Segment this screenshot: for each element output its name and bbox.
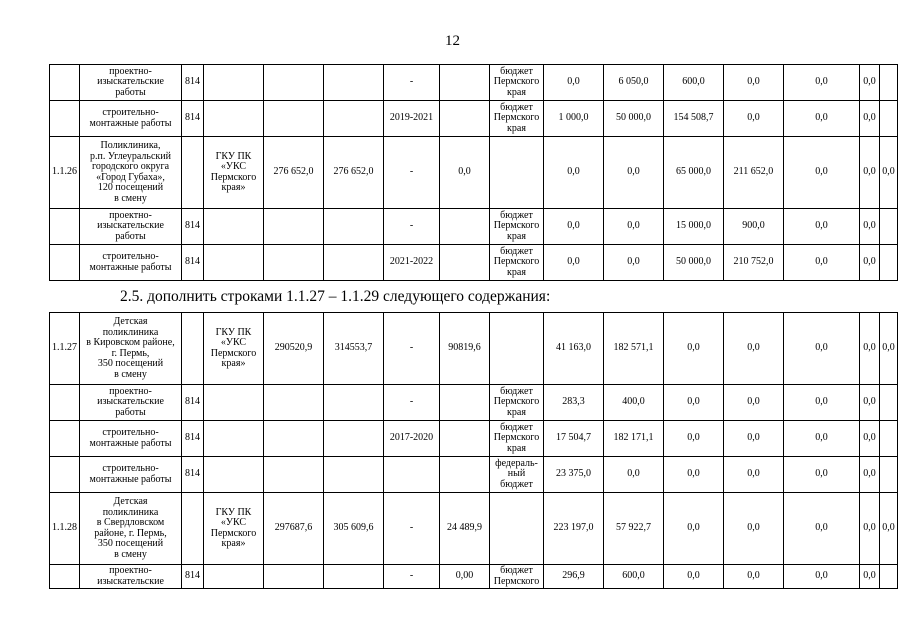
cell-funding-source: бюджет Пермского <box>490 565 544 589</box>
cell-year-1: 0,0 <box>544 245 604 281</box>
cell-customer <box>204 457 264 493</box>
cell-customer: ГКУ ПК «УКС Пермского края» <box>204 493 264 565</box>
table-row <box>50 493 898 565</box>
cell-estimated-cost <box>264 245 324 281</box>
cell-year-5: 0,0 <box>784 385 860 421</box>
cell-code <box>182 493 204 565</box>
cell-estimated-cost <box>264 385 324 421</box>
cell-code: 814 <box>182 65 204 101</box>
cell-year-3: 0,0 <box>664 565 724 589</box>
cell-year-2: 0,0 <box>604 137 664 209</box>
cell-period: - <box>384 209 440 245</box>
cell-extra-2 <box>880 65 898 101</box>
cell-year-1: 1 000,0 <box>544 101 604 137</box>
cell-funding-source: бюджет Пермского края <box>490 209 544 245</box>
cell-object-name: строительно- монтажные работы <box>80 245 182 281</box>
cell-extra-2: 0,0 <box>880 313 898 385</box>
section-heading: 2.5. дополнить строками 1.1.27 – 1.1.29 следующего содержания: <box>120 288 551 305</box>
cell-year-2: 182 171,1 <box>604 421 664 457</box>
cell-code: 814 <box>182 209 204 245</box>
cell-funding-source: бюджет Пермского края <box>490 385 544 421</box>
budget-table-top <box>49 64 898 281</box>
cell-year-5: 0,0 <box>784 137 860 209</box>
cell-code: 814 <box>182 101 204 137</box>
cell-code: 814 <box>182 457 204 493</box>
cell-year-3: 50 000,0 <box>664 245 724 281</box>
cell-year-4: 0,0 <box>724 493 784 565</box>
cell-funded-before <box>440 101 490 137</box>
cell-funded-before: 0,0 <box>440 137 490 209</box>
cell-object-name: проектно- изыскательские работы <box>80 209 182 245</box>
cell-cost <box>324 457 384 493</box>
cell-year-3: 0,0 <box>664 493 724 565</box>
cell-cost <box>324 65 384 101</box>
cell-customer <box>204 385 264 421</box>
cell-item-number <box>50 65 80 101</box>
cell-extra-1: 0,0 <box>860 493 880 565</box>
cell-funded-before: 90819,6 <box>440 313 490 385</box>
cell-funding-source: федераль- ный бюджет <box>490 457 544 493</box>
cell-year-1: 23 375,0 <box>544 457 604 493</box>
cell-year-5: 0,0 <box>784 565 860 589</box>
cell-item-number <box>50 457 80 493</box>
cell-estimated-cost <box>264 101 324 137</box>
cell-period: - <box>384 65 440 101</box>
cell-funding-source <box>490 493 544 565</box>
cell-customer <box>204 101 264 137</box>
cell-item-number <box>50 421 80 457</box>
cell-cost <box>324 245 384 281</box>
cell-code <box>182 137 204 209</box>
budget-table-bottom <box>49 312 898 589</box>
table-row <box>50 245 898 281</box>
cell-year-1: 0,0 <box>544 65 604 101</box>
page-number: 12 <box>445 33 460 49</box>
cell-estimated-cost: 276 652,0 <box>264 137 324 209</box>
cell-year-1: 0,0 <box>544 137 604 209</box>
cell-period: - <box>384 565 440 589</box>
cell-funding-source: бюджет Пермского края <box>490 245 544 281</box>
cell-year-3: 15 000,0 <box>664 209 724 245</box>
cell-year-1: 17 504,7 <box>544 421 604 457</box>
cell-year-4: 211 652,0 <box>724 137 784 209</box>
cell-year-3: 0,0 <box>664 313 724 385</box>
cell-year-4: 0,0 <box>724 421 784 457</box>
cell-code: 814 <box>182 421 204 457</box>
cell-year-1: 0,0 <box>544 209 604 245</box>
cell-period <box>384 457 440 493</box>
cell-extra-2: 0,0 <box>880 137 898 209</box>
cell-period: - <box>384 313 440 385</box>
cell-year-1: 41 163,0 <box>544 313 604 385</box>
cell-extra-1: 0,0 <box>860 137 880 209</box>
cell-item-number: 1.1.26 <box>50 137 80 209</box>
cell-period: - <box>384 385 440 421</box>
cell-year-2: 400,0 <box>604 385 664 421</box>
cell-year-2: 50 000,0 <box>604 101 664 137</box>
cell-object-name: строительно- монтажные работы <box>80 457 182 493</box>
cell-extra-1: 0,0 <box>860 421 880 457</box>
cell-extra-2 <box>880 245 898 281</box>
cell-year-3: 65 000,0 <box>664 137 724 209</box>
cell-code: 814 <box>182 245 204 281</box>
cell-estimated-cost <box>264 421 324 457</box>
cell-funded-before: 0,00 <box>440 565 490 589</box>
cell-estimated-cost <box>264 457 324 493</box>
cell-cost <box>324 209 384 245</box>
cell-period: - <box>384 137 440 209</box>
cell-extra-2 <box>880 421 898 457</box>
cell-item-number <box>50 385 80 421</box>
cell-cost: 276 652,0 <box>324 137 384 209</box>
cell-year-5: 0,0 <box>784 313 860 385</box>
cell-cost <box>324 421 384 457</box>
cell-customer <box>204 565 264 589</box>
cell-object-name: строительно- монтажные работы <box>80 101 182 137</box>
cell-code <box>182 313 204 385</box>
cell-funded-before <box>440 65 490 101</box>
table-row <box>50 137 898 209</box>
cell-year-5: 0,0 <box>784 65 860 101</box>
cell-customer <box>204 245 264 281</box>
cell-funding-source <box>490 313 544 385</box>
cell-extra-2 <box>880 101 898 137</box>
cell-year-2: 600,0 <box>604 565 664 589</box>
cell-year-3: 0,0 <box>664 457 724 493</box>
cell-year-2: 182 571,1 <box>604 313 664 385</box>
cell-extra-1: 0,0 <box>860 65 880 101</box>
table-row <box>50 565 898 589</box>
cell-funding-source: бюджет Пермского края <box>490 421 544 457</box>
cell-year-2: 0,0 <box>604 457 664 493</box>
cell-funding-source <box>490 137 544 209</box>
cell-year-2: 0,0 <box>604 245 664 281</box>
table-row <box>50 457 898 493</box>
cell-item-number <box>50 565 80 589</box>
cell-year-5: 0,0 <box>784 493 860 565</box>
cell-extra-2 <box>880 457 898 493</box>
table-row <box>50 313 898 385</box>
cell-item-number <box>50 245 80 281</box>
cell-year-4: 210 752,0 <box>724 245 784 281</box>
cell-object-name: проектно- изыскательские работы <box>80 65 182 101</box>
cell-estimated-cost <box>264 565 324 589</box>
cell-year-4: 0,0 <box>724 385 784 421</box>
cell-customer: ГКУ ПК «УКС Пермского края» <box>204 137 264 209</box>
cell-customer <box>204 65 264 101</box>
table-row <box>50 65 898 101</box>
cell-year-1: 283,3 <box>544 385 604 421</box>
cell-cost <box>324 565 384 589</box>
cell-code: 814 <box>182 385 204 421</box>
cell-period: - <box>384 493 440 565</box>
cell-year-5: 0,0 <box>784 457 860 493</box>
table-row <box>50 385 898 421</box>
cell-estimated-cost <box>264 65 324 101</box>
cell-year-3: 600,0 <box>664 65 724 101</box>
cell-funded-before <box>440 245 490 281</box>
cell-period: 2017-2020 <box>384 421 440 457</box>
cell-extra-2 <box>880 565 898 589</box>
cell-extra-1: 0,0 <box>860 245 880 281</box>
cell-item-number: 1.1.27 <box>50 313 80 385</box>
cell-funding-source: бюджет Пермского края <box>490 65 544 101</box>
cell-funded-before: 24 489,9 <box>440 493 490 565</box>
cell-year-1: 296,9 <box>544 565 604 589</box>
cell-object-name: Детская поликлиника в Свердловском районе, г. Пермь, 350 посещений в смену <box>80 493 182 565</box>
cell-code: 814 <box>182 565 204 589</box>
cell-customer: ГКУ ПК «УКС Пермского края» <box>204 313 264 385</box>
cell-period: 2019-2021 <box>384 101 440 137</box>
table-row <box>50 209 898 245</box>
cell-period: 2021-2022 <box>384 245 440 281</box>
cell-year-1: 223 197,0 <box>544 493 604 565</box>
cell-cost <box>324 385 384 421</box>
cell-funded-before <box>440 385 490 421</box>
cell-object-name: Поликлиника, р.п. Углеуральский городского округа «Город Губаха», 120 посещений в смену <box>80 137 182 209</box>
cell-extra-2 <box>880 385 898 421</box>
table-row <box>50 421 898 457</box>
cell-extra-2 <box>880 209 898 245</box>
cell-estimated-cost: 290520,9 <box>264 313 324 385</box>
cell-item-number <box>50 209 80 245</box>
cell-year-5: 0,0 <box>784 101 860 137</box>
cell-extra-1: 0,0 <box>860 313 880 385</box>
cell-extra-1: 0,0 <box>860 101 880 137</box>
cell-cost: 305 609,6 <box>324 493 384 565</box>
cell-extra-2: 0,0 <box>880 493 898 565</box>
cell-extra-1: 0,0 <box>860 385 880 421</box>
cell-item-number <box>50 101 80 137</box>
cell-object-name: проектно- изыскательские <box>80 565 182 589</box>
cell-year-2: 57 922,7 <box>604 493 664 565</box>
cell-cost: 314553,7 <box>324 313 384 385</box>
cell-year-2: 0,0 <box>604 209 664 245</box>
cell-year-5: 0,0 <box>784 209 860 245</box>
cell-object-name: строительно- монтажные работы <box>80 421 182 457</box>
cell-year-3: 0,0 <box>664 385 724 421</box>
cell-object-name: Детская поликлиника в Кировском районе, г. Пермь, 350 посещений в смену <box>80 313 182 385</box>
cell-funded-before <box>440 457 490 493</box>
cell-year-3: 154 508,7 <box>664 101 724 137</box>
cell-extra-1: 0,0 <box>860 209 880 245</box>
cell-estimated-cost <box>264 209 324 245</box>
cell-funded-before <box>440 421 490 457</box>
cell-customer <box>204 421 264 457</box>
cell-year-4: 900,0 <box>724 209 784 245</box>
table-row <box>50 101 898 137</box>
cell-year-4: 0,0 <box>724 313 784 385</box>
cell-year-4: 0,0 <box>724 565 784 589</box>
cell-year-4: 0,0 <box>724 101 784 137</box>
cell-customer <box>204 209 264 245</box>
cell-estimated-cost: 297687,6 <box>264 493 324 565</box>
cell-funding-source: бюджет Пермского края <box>490 101 544 137</box>
cell-object-name: проектно- изыскательские работы <box>80 385 182 421</box>
cell-year-4: 0,0 <box>724 457 784 493</box>
cell-year-3: 0,0 <box>664 421 724 457</box>
cell-cost <box>324 101 384 137</box>
cell-year-5: 0,0 <box>784 421 860 457</box>
cell-extra-1: 0,0 <box>860 457 880 493</box>
cell-year-2: 6 050,0 <box>604 65 664 101</box>
cell-item-number: 1.1.28 <box>50 493 80 565</box>
cell-year-4: 0,0 <box>724 65 784 101</box>
cell-year-5: 0,0 <box>784 245 860 281</box>
cell-funded-before <box>440 209 490 245</box>
cell-extra-1: 0,0 <box>860 565 880 589</box>
